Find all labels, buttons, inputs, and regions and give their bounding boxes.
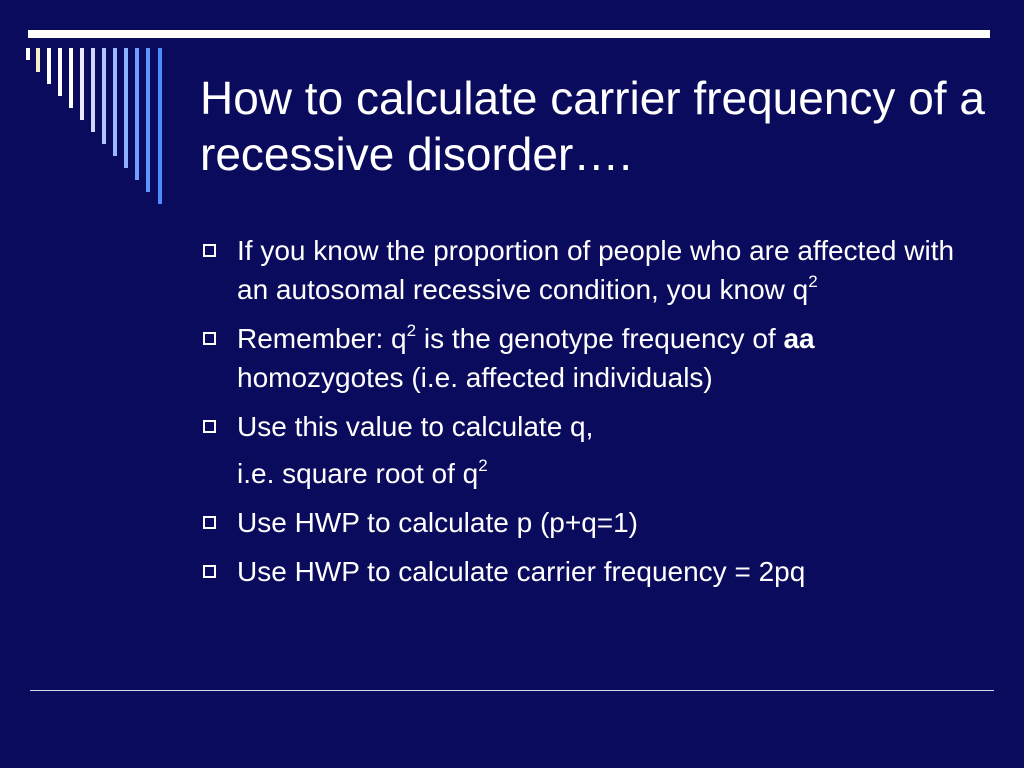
- bullet-text: Use HWP to calculate p (p+q=1): [237, 507, 639, 538]
- stripe: [80, 48, 84, 120]
- slide-title: How to calculate carrier frequency of a recessive disorder….: [200, 72, 985, 180]
- stripe: [113, 48, 117, 156]
- stripe: [146, 48, 150, 192]
- superscript: 2: [406, 320, 417, 340]
- bullet-text: Use HWP to calculate carrier frequency = 2pq: [237, 556, 806, 587]
- bullet-item: [200, 407, 980, 446]
- top-rule: [28, 30, 990, 38]
- stripe: [124, 48, 128, 168]
- hollow-square-bullet-icon: [203, 420, 216, 433]
- bullet-list: [200, 231, 980, 601]
- bullet-text: Use this value to calculate q,: [237, 411, 594, 442]
- stripe: [102, 48, 106, 144]
- bullet-text: homozygotes (i.e. affected individuals): [237, 362, 713, 393]
- stripe: [36, 48, 40, 72]
- bullet-item: [200, 552, 980, 591]
- bold-genotype: aa: [783, 323, 815, 354]
- bullet-continuation: [200, 454, 980, 493]
- bullet-item: [200, 231, 980, 309]
- bullet-text: If you know the proportion of people who are affected with an autosomal recessive condition, you know q: [237, 235, 955, 305]
- hollow-square-bullet-icon: [203, 516, 216, 529]
- stripe: [91, 48, 95, 132]
- hollow-square-bullet-icon: [203, 244, 216, 257]
- bullet-item: [200, 503, 980, 542]
- bullet-item: [200, 319, 980, 397]
- bullet-text: is the genotype frequency of: [416, 323, 784, 354]
- stripe: [26, 48, 30, 60]
- hollow-square-bullet-icon: [203, 332, 216, 345]
- superscript: 2: [478, 455, 488, 475]
- decorative-stripes: [26, 48, 166, 208]
- stripe: [58, 48, 62, 96]
- bullet-text: i.e. square root of q: [237, 458, 479, 489]
- stripe: [47, 48, 51, 84]
- stripe: [158, 48, 162, 204]
- superscript: 2: [808, 271, 818, 291]
- stripe: [69, 48, 73, 108]
- stripe: [135, 48, 139, 180]
- bullet-text: Remember: q: [237, 323, 407, 354]
- hollow-square-bullet-icon: [203, 565, 216, 578]
- bottom-rule: [30, 690, 994, 691]
